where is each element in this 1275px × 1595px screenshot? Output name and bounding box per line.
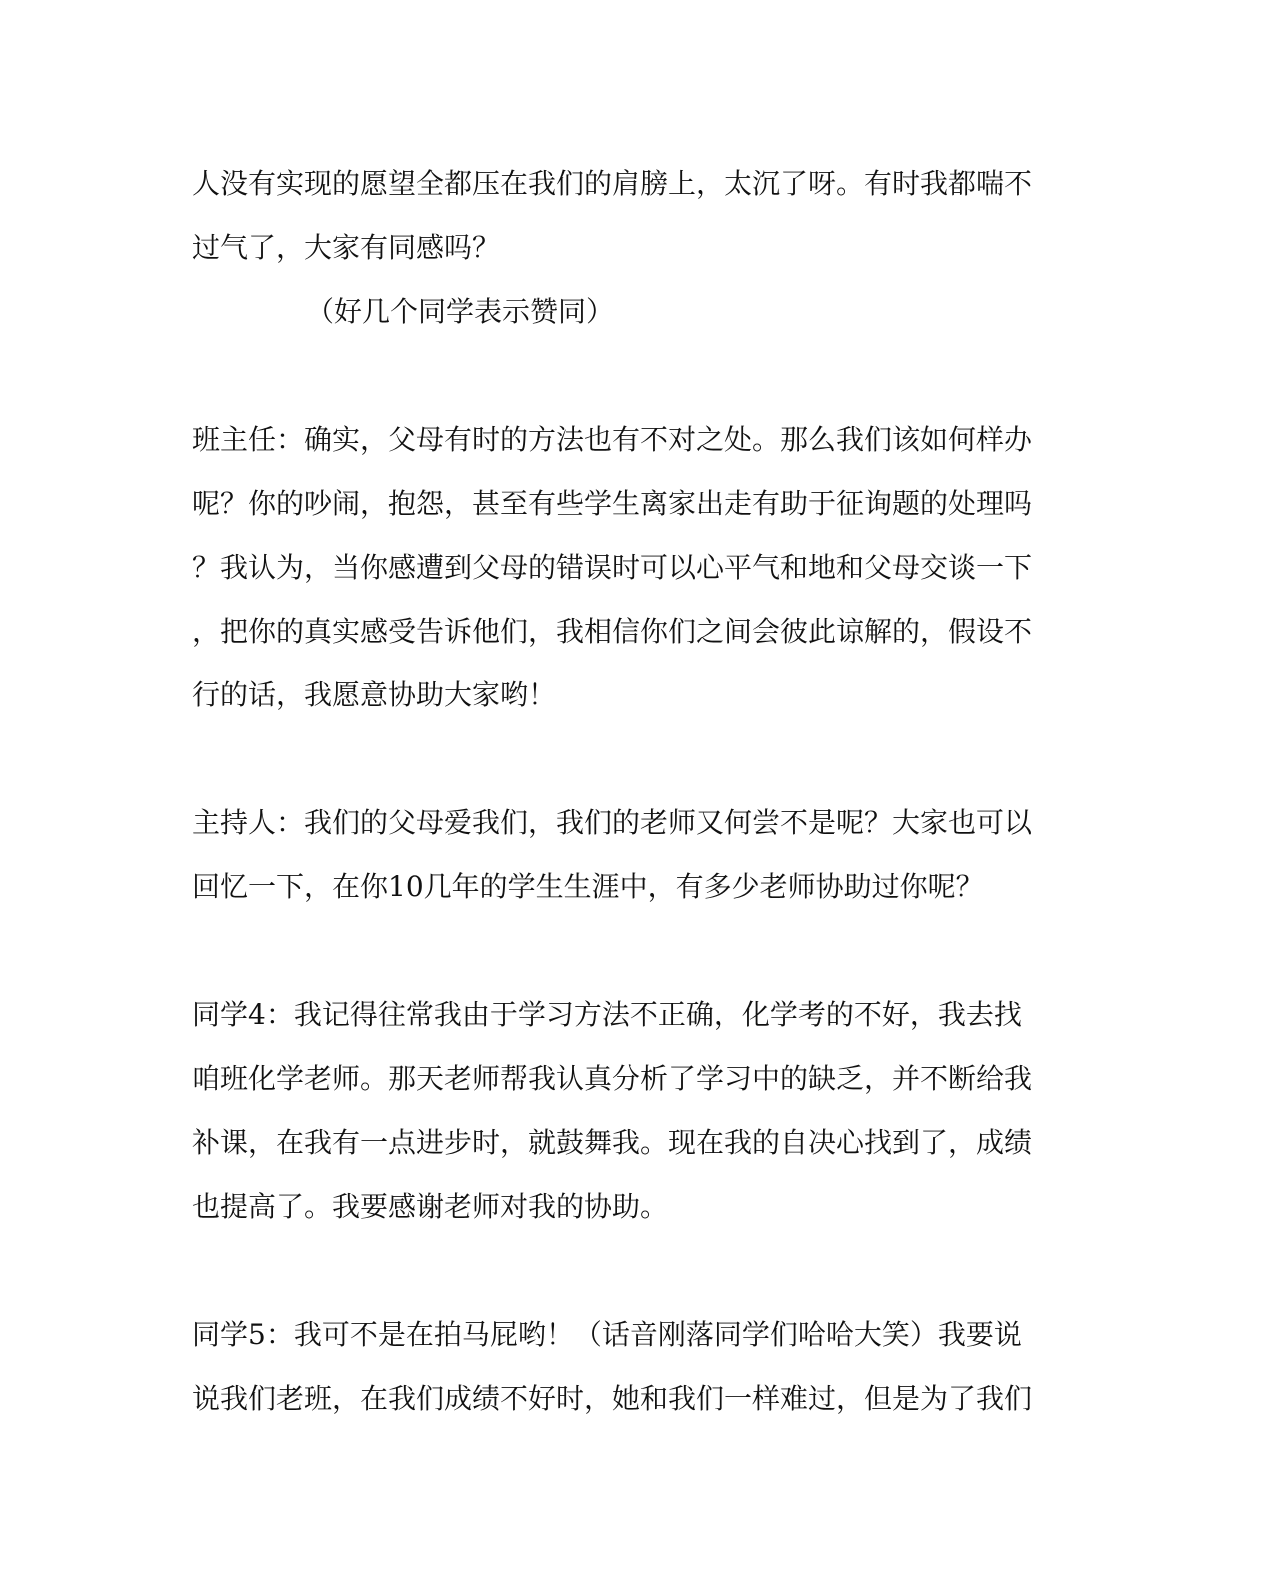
text-line: 人没有实现的愿望全都压在我们的肩膀上，太沉了呀。有时我都喘不: [192, 167, 1033, 200]
text-line: 咱班化学老师。那天老师帮我认真分析了学习中的缺乏，并不断给我: [192, 1062, 1033, 1095]
text-line: 说我们老班，在我们成绩不好时，她和我们一样难过，但是为了我们: [192, 1382, 1033, 1415]
text-line: 过气了，大家有同感吗？: [192, 231, 501, 264]
text-line: 班主任：确实，父母有时的方法也有不对之处。那么我们该如何样办: [192, 423, 1033, 456]
text-line: 行的话，我愿意协助大家哟！: [192, 678, 557, 711]
text-line: 主持人：我们的父母爱我们，我们的老师又何尝不是呢？大家也可以: [192, 806, 1033, 839]
text-line: 也提高了。我要感谢老师对我的协助。: [192, 1190, 669, 1223]
text-line: 补课，在我有一点进步时，就鼓舞我。现在我的自决心找到了，成绩: [192, 1126, 1033, 1159]
text-line: ？我认为，当你感遭到父母的错误时可以心平气和地和父母交谈一下: [192, 551, 1033, 584]
stage-direction: （好几个同学表示赞同）: [306, 295, 615, 328]
text-line: 同学4：我记得往常我由于学习方法不正确，化学考的不好，我去找: [192, 998, 1022, 1031]
text-line: 同学5：我可不是在拍马屁哟！（话音刚落同学们哈哈大笑）我要说: [192, 1318, 1022, 1351]
text-line: 呢？你的吵闹，抱怨，甚至有些学生离家出走有助于征询题的处理吗: [192, 487, 1033, 520]
text-line: ，把你的真实感受告诉他们，我相信你们之间会彼此谅解的，假设不: [192, 615, 1033, 648]
text-line: 回忆一下，在你10几年的学生生涯中，有多少老师协助过你呢？: [192, 870, 984, 903]
